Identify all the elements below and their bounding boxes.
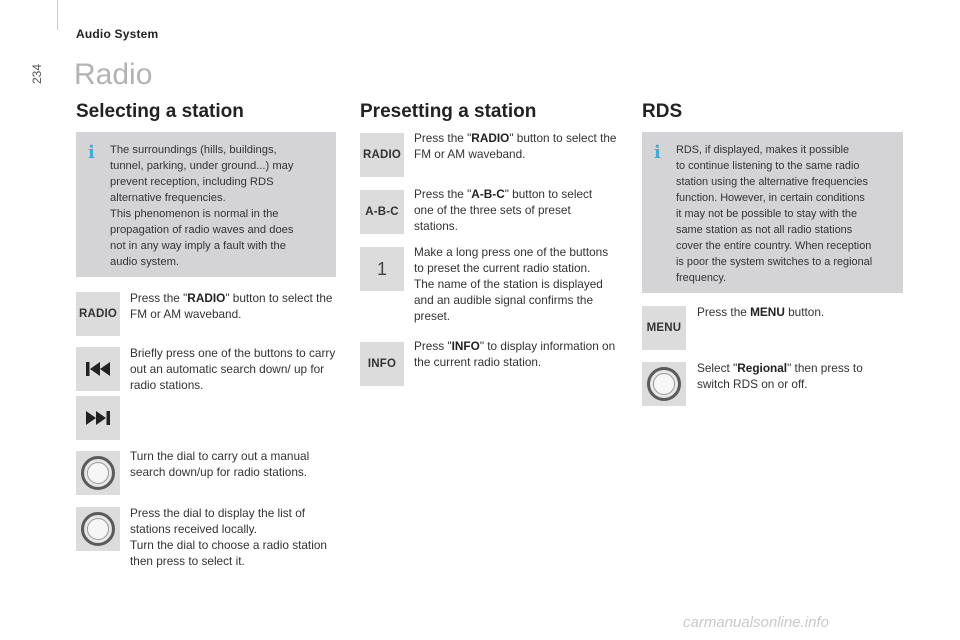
presetting-title: Presetting a station bbox=[360, 101, 537, 122]
rds-regional-desc: Select "Regional" then press to switch RDS on or off. bbox=[697, 361, 863, 391]
selecting-radio-desc: Press the "RADIO" button to select the FM or AM waveband. bbox=[130, 291, 333, 321]
rds-title: RDS bbox=[642, 101, 683, 122]
rotary-dial-icon bbox=[81, 512, 115, 546]
selecting-dial-list-desc: Press the dial to display the list of stations received locally. Turn the dial to choose a radio station then press to select it. bbox=[130, 506, 327, 568]
margin-rule bbox=[57, 0, 58, 30]
page-number: 234 bbox=[30, 63, 44, 84]
rotary-dial-icon bbox=[81, 456, 115, 490]
seek-up-button[interactable] bbox=[76, 396, 120, 440]
seek-down-button[interactable] bbox=[76, 347, 120, 391]
presetting-info-desc: Press "INFO" to display information on the current radio station. bbox=[414, 339, 616, 369]
preset-1-label: 1 bbox=[376, 258, 387, 279]
dial-list[interactable] bbox=[76, 507, 120, 551]
info-icon: i bbox=[654, 142, 661, 163]
skip-forward-icon bbox=[83, 408, 113, 428]
presetting-preset-desc: Make a long press one of the buttons to preset the current radio station. The name of the station is displayed and an audible signal confirms the preset. bbox=[414, 245, 609, 323]
radio-button[interactable] bbox=[76, 292, 120, 336]
rds-dial[interactable] bbox=[642, 362, 686, 406]
presetting-abc-desc: Press the "A-B-C" button to select one of the three sets of preset stations. bbox=[414, 187, 593, 233]
selecting-info-box bbox=[76, 132, 336, 277]
selecting-info-text: The surroundings (hills, buildings, tunnel, parking, under ground...) may prevent reception, including RDS alternative frequencies. This phenomenon is normal in the propagation of radio waves and does not in any way imply a fault with the audio system. bbox=[110, 144, 294, 268]
menu-button[interactable] bbox=[642, 306, 686, 350]
rds-info-box bbox=[642, 132, 903, 293]
rotary-dial-icon bbox=[647, 367, 681, 401]
preset-radio-button[interactable] bbox=[360, 133, 404, 177]
watermark: carmanualsonline.info bbox=[683, 614, 829, 631]
preset-1-button[interactable] bbox=[360, 247, 404, 291]
abc-button-label: A-B-C bbox=[365, 206, 399, 218]
presetting-radio-desc: Press the "RADIO" button to select the FM or AM waveband. bbox=[414, 131, 617, 161]
section-header: Audio System bbox=[76, 27, 159, 41]
info-icon: i bbox=[88, 142, 95, 163]
menu-button-label: MENU bbox=[646, 322, 682, 334]
rds-menu-desc: Press the MENU button. bbox=[697, 305, 825, 319]
page-title: Radio bbox=[74, 58, 153, 91]
selecting-dial-manual-desc: Turn the dial to carry out a manual search down/up for radio stations. bbox=[130, 449, 310, 479]
selecting-search-desc: Briefly press one of the buttons to carry out an automatic search down/ up for radio stations. bbox=[130, 346, 336, 392]
dial-manual[interactable] bbox=[76, 451, 120, 495]
info-button-label: INFO bbox=[367, 358, 397, 370]
abc-button[interactable] bbox=[360, 190, 404, 234]
preset-radio-button-label: RADIO bbox=[362, 149, 402, 161]
info-button[interactable] bbox=[360, 342, 404, 386]
selecting-title: Selecting a station bbox=[76, 101, 244, 122]
rds-info-text: RDS, if displayed, makes it possible to continue listening to the same radio station using the alternative frequencies function. However, in certain conditions it may not be possible to stay with the same station as not all radio stations cover the entire country. When reception is poor the system switches to a regional frequency. bbox=[676, 144, 873, 284]
radio-button-label: RADIO bbox=[78, 308, 118, 320]
skip-back-icon bbox=[83, 359, 113, 379]
